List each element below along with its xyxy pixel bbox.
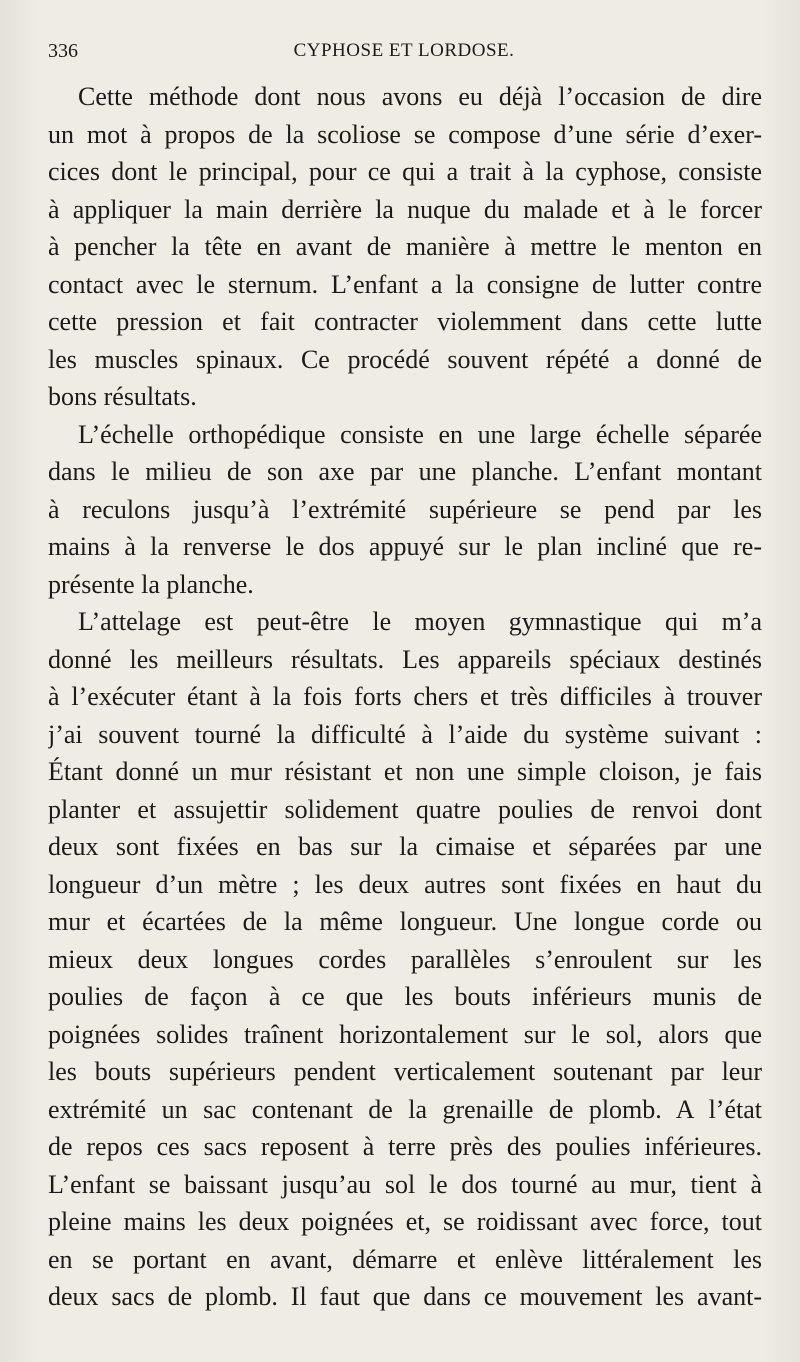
text-line: L’attelage est peut-être le moyen gymnastique qui m’a [78,607,762,636]
text-line: bons résultats. [48,382,197,411]
text-line: à pencher la tête en avant de manière à mettre le menton en [48,232,762,261]
text-line: à l’exécuter étant à la fois forts chers et très difficiles à trouver [48,682,762,711]
text-line: de repos ces sacs reposent à terre près des poulies inférieures. [48,1132,762,1161]
text-line: pleine mains les deux poignées et, se roidissant avec force, tout [48,1207,762,1236]
text-line: extrémité un sac contenant de la grenaille de plomb. A l’état [48,1094,762,1124]
text-line: à reculons jusqu’à l’extrémité supérieure se pend par les [48,494,762,524]
paragraph-1 [48,78,762,416]
text-line: L’échelle orthopédique consiste en une large échelle séparée [78,419,762,449]
text-line: Étant donné un mur résistant et non une simple cloison, je fais [48,757,762,786]
page-header [48,38,760,68]
paragraph-2 [48,416,762,604]
text-line: donné les meilleurs résultats. Les appareils spéciaux destinés [48,644,762,674]
text-line: présente la planche. [48,569,254,599]
text-line: en se portant en avant, démarre et enlève littéralement les [48,1244,762,1274]
text-line: à appliquer la main derrière la nuque du malade et à le forcer [48,194,762,224]
text-line: poignées solides traînent horizontalement sur le sol, alors que [48,1019,762,1049]
text-line: cette pression et fait contracter violemment dans cette lutte [48,307,762,336]
text-line: mains à la renverse le dos appuyé sur le plan incliné que re- [48,532,762,561]
paragraph-3 [48,603,762,1316]
text-line: les bouts supérieurs pendent verticalement soutenant par leur [48,1057,762,1086]
text-line: planter et assujettir solidement quatre poulies de renvoi dont [48,794,762,824]
text-line: cices dont le principal, pour ce qui a trait à la cyphose, consiste [48,157,762,186]
text-line: poulies de façon à ce que les bouts inférieurs munis de [48,982,762,1011]
text-line: deux sacs de plomb. Il faut que dans ce mouvement les avant- [48,1282,762,1311]
text-line: longueur d’un mètre ; les deux autres sont fixées en haut du [48,869,762,899]
page-body [48,78,762,1316]
text-line: un mot à propos de la scoliose se compose d’une série d’exer- [48,119,762,149]
text-line: dans le milieu de son axe par une planche. L’enfant montant [48,457,762,486]
text-line: L’enfant se baissant jusqu’au sol le dos tourné au mur, tient à [48,1169,762,1199]
text-line: Cette méthode dont nous avons eu déjà l’occasion de dire [78,82,762,111]
page-number: 336 [48,40,78,62]
text-line: j’ai souvent tourné la difficulté à l’aide du système suivant : [48,719,762,749]
text-line: contact avec le sternum. L’enfant a la consigne de lutter contre [48,269,762,299]
text-line: mieux deux longues cordes parallèles s’enroulent sur les [48,944,762,974]
running-title: CYPHOSE ET LORDOSE. [293,40,515,61]
text-line: les muscles spinaux. Ce procédé souvent répété a donné de [48,344,762,374]
text-line: mur et écartées de la même longueur. Une longue corde ou [48,907,762,936]
text-line: deux sont fixées en bas sur la cimaise et séparées par une [48,832,762,861]
